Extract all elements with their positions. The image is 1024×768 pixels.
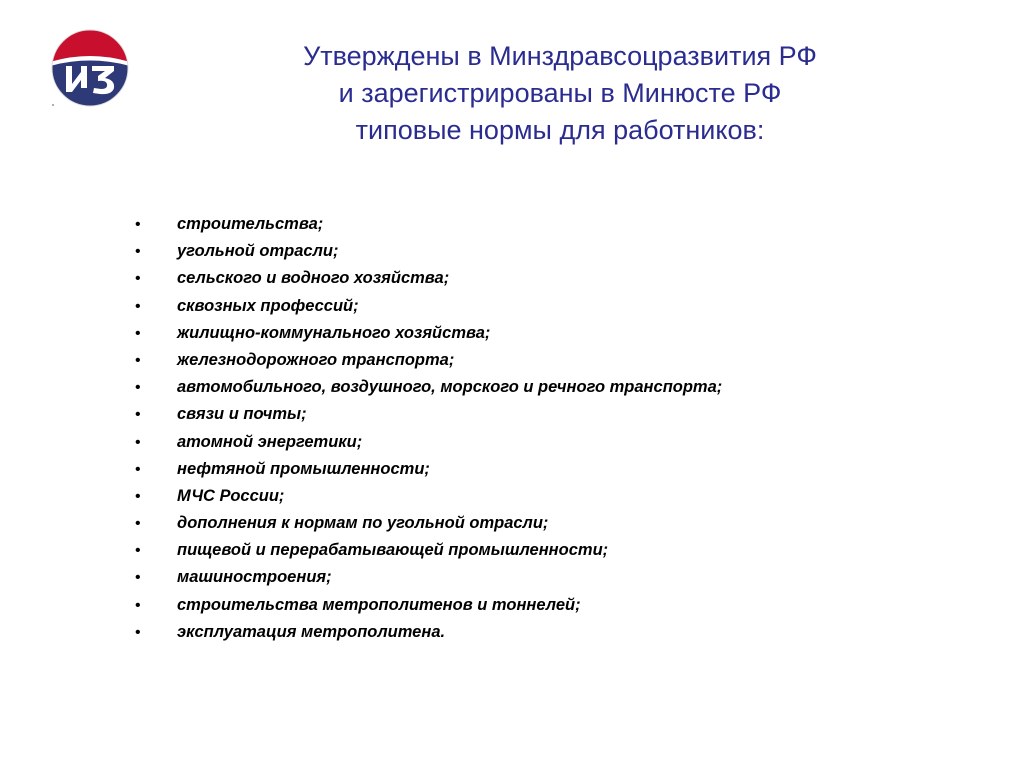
bullet-icon: •: [135, 297, 141, 315]
list-item-text: связи и почты;: [177, 405, 307, 424]
mz-emblem-icon: [50, 28, 130, 108]
bullet-icon: •: [135, 324, 141, 342]
title-line-3: типовые нормы для работников:: [355, 115, 765, 145]
list-item-text: эксплуатация метрополитена.: [177, 622, 446, 641]
list-item-text: железнодорожного транспорта;: [177, 350, 455, 369]
list-item-text: машиностроения;: [177, 568, 332, 587]
bullet-icon: •: [135, 379, 141, 397]
bullet-icon: •: [135, 623, 141, 641]
slide-title: [150, 38, 970, 149]
bullet-icon: •: [135, 487, 141, 505]
list-item-text: сквозных профессий;: [177, 296, 359, 315]
bullet-icon: •: [135, 515, 141, 533]
list-item-text: МЧС России;: [177, 486, 285, 505]
bullet-icon: •: [135, 351, 141, 369]
title-line-2: и зарегистрированы в Минюсте РФ: [338, 78, 782, 108]
list-item-text: строительства;: [177, 215, 324, 233]
bullet-icon: •: [135, 596, 141, 614]
bullet-icon: •: [135, 270, 141, 288]
list-item-text: сельского и водного хозяйства;: [177, 269, 450, 288]
bullet-icon: •: [135, 460, 141, 478]
bullet-icon: •: [135, 433, 141, 451]
list-item-text: жилищно-коммунального хозяйства;: [177, 323, 491, 342]
list-item-text: строительства метрополитенов и тоннелей;: [177, 595, 581, 614]
title-line-1: Утверждены в Минздравсоцразвития РФ: [303, 41, 817, 71]
bullet-icon: •: [135, 243, 141, 261]
bullet-icon: •: [135, 542, 141, 560]
list-item-text: дополнения к нормам по угольной отрасли;: [177, 514, 549, 533]
logo-dot: [52, 104, 54, 106]
list-item-text: угольной отрасли;: [177, 242, 339, 261]
bullet-icon: •: [135, 569, 141, 587]
list-item-text: автомобильного, воздушного, морского и речного транспорта;: [177, 378, 723, 397]
bullet-icon: •: [135, 406, 141, 424]
list-item-text: пищевой и перерабатывающей промышленности;: [177, 541, 609, 560]
list-item-text: атомной энергетики;: [177, 432, 363, 451]
bullet-icon: •: [135, 216, 141, 233]
list-item-text: нефтяной промышленности;: [177, 459, 430, 478]
